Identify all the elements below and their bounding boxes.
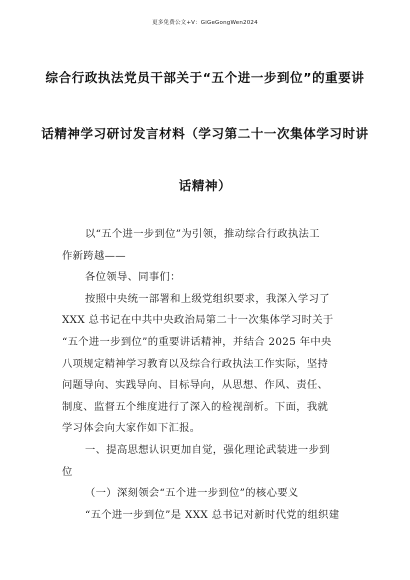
title-line-1: 综合行政执法党员干部关于“五个进一步到位”的重要讲 xyxy=(45,70,365,85)
title-line-2: 话精神学习研讨发言材料（学习第二十一次集体学习时讲 xyxy=(41,126,369,141)
body-line: “五个进一步到位”的重要讲话精神，并结合 2025 年中央 xyxy=(62,335,332,348)
body-line: 制度、监督五个维度进行了深入的检视剖析。下面，我就 xyxy=(62,400,329,413)
body-line: 按照中央统一部署和上级党组织要求，我深入学习了 xyxy=(85,292,330,305)
title-line-3: 话精神） xyxy=(178,178,232,193)
header-note: 更多免费公文+V：GiGeGongWen2024 xyxy=(152,20,258,26)
body-line: 作新跨越—— xyxy=(62,249,126,262)
body-line: “五个进一步到位”是 XXX 总书记对新时代党的组织建 xyxy=(85,508,340,521)
body-line: 以“五个进一步到位”为引领，推动综合行政执法工 xyxy=(85,228,320,240)
body-line: XXX 总书记在中共中央政治局第二十一次集体学习时关于 xyxy=(62,314,334,327)
subsection-heading: （一）深刻领会“五个进一步到位”的核心要义 xyxy=(85,487,299,500)
section-heading-cont: 位 xyxy=(62,465,73,478)
document-body xyxy=(62,224,362,526)
body-line: 各位领导、同事们： xyxy=(85,271,181,284)
body-line: 学习体会向大家作如下汇报。 xyxy=(62,422,201,435)
section-heading: 一、提高思想认识更加自觉，强化理论武装进一步到 xyxy=(85,443,330,456)
body-line: 问题导向、实践导向、目标导向，从思想、作风、责任、 xyxy=(62,379,329,392)
body-line: 八项规定精神学习教育以及综合行政执法工作实际，坚持 xyxy=(62,357,329,370)
